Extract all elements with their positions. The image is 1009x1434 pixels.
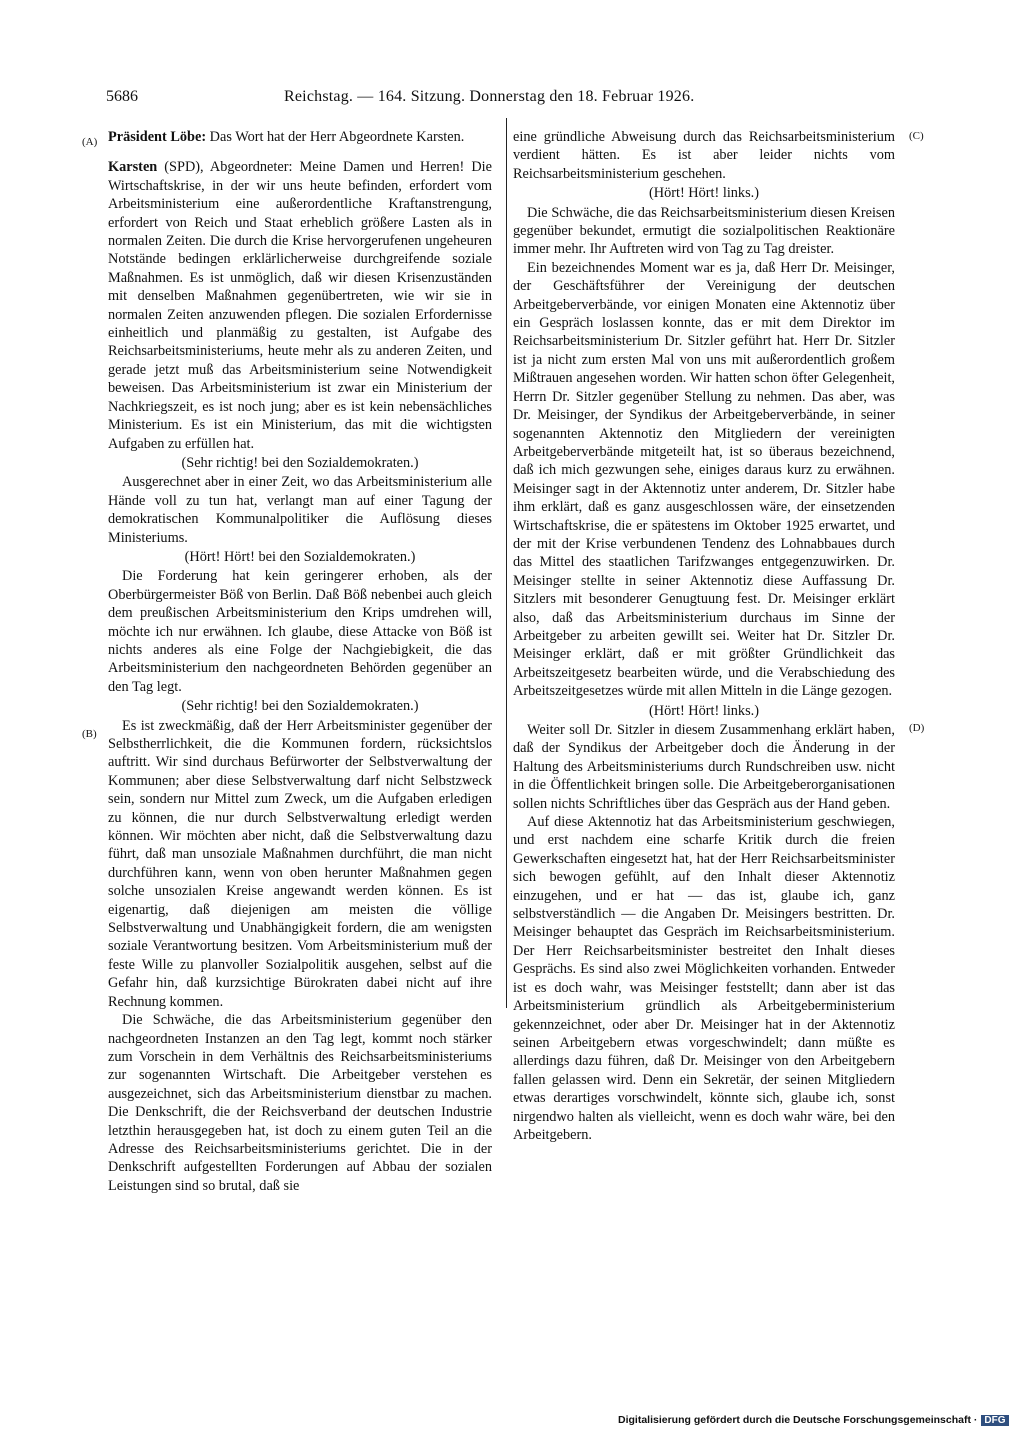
interjection: (Hört! Hört! links.) (649, 702, 759, 719)
interjection: (Sehr richtig! bei den Sozialdemokraten.) (181, 698, 419, 715)
paragraph: Ausgerechnet aber in einer Zeit, wo das Arbeitsministerium alle Hände voll zu tun hat, verlangt man auf einer Tagung der demokratischen Kommunalpolitiker die Auflösung dieses Ministeriums. (108, 474, 492, 546)
page-header (106, 88, 986, 112)
interjection: (Hört! Hört! links.) (649, 185, 759, 202)
paragraph: Weiter soll Dr. Sitzler in diesem Zusammenhang erklärt haben, daß der Syndikus der Arbeitgeber doch die Änderung in der Haltung des Arbeitsministeriums durch Rundschreiben usw. nicht in die Öffentlichkeit bringen solle. Die Arbeitgeberorganisationen sollen nichts Schriftliches über das Gespräch aus der Hand geben. (513, 722, 895, 812)
margin-marker-b: (B) (82, 728, 97, 740)
interjection: (Hört! Hört! bei den Sozialdemokraten.) (184, 548, 416, 565)
paragraph: Ein bezeichnendes Moment war es ja, daß Herr Dr. Meisinger, der Geschäftsführer der Vereinigung der deutschen Arbeitgeberverbände, vor einigen Monaten eine Aktennotiz über ein Gespräch loslassen konnte, das er mit dem Direktor im Reichsarbeitsministerium Dr. Sitzler geführt hat. Herr Dr. Sitzler ist ja nicht zum ersten Mal von uns mit außerordentlich großem Mißtrauen angesehen worden. Wir hatten schon öfter Gelegenheit, Herrn Dr. Sitzler gegenüber Stellung zu nehmen. Das aber, was Dr. Meisinger, der Syndikus der Arbeitgeberverbände, in seiner sogenannten Aktennotiz den Mitgliedern der vereinigten Arbeitgeberverbände mitgeteilt hat, ist so überaus bezeichnend, daß ich mich gezwungen sehe, einiges daraus kurz zu erwähnen. Meisinger sagt in der Aktennotiz unter anderem, Dr. Sitzler habe ihm erklärt, daß es ganz ausgeschlossen wäre, der einsetzenden Wirtschaftskrise, die er spätestens im Oktober 1925 erwartet, und der mit der Krise verbundenen Tendenz des Lohnabbaues durch das Mittel des staatlichen Tarifzwanges entgegenzuwirken. Dr. Meisinger stellte in seiner Aktennotiz diese Auffassung Dr. Sitzlers mit besonderer Genugtuung fest. Dr. Meisinger erklärt also, daß das Arbeitsministerium durchaus im Sinne der Arbeitgeber zu arbeiten gewillt sei. Weiter hat Dr. Sitzler Dr. Meisinger erklärt, daß er mit größter Gründlichkeit das Arbeitszeitgesetz bearbeiten würde, und die Verabschiedung des Arbeitszeitgesetzes würde mit allen Mitteln in die Länge gezogen. (513, 259, 895, 700)
paragraph: Die Schwäche, die das Arbeitsministerium gegenüber den nachgeordneten Instanzen an den Tag legt, kommt noch stärker zum Vorschein in dem Verhältnis des Reichsarbeitsministeriums zur sogenannten Wirtschaft. Die Arbeitgeber verstehen es ausgezeichnet, sich das Arbeitsministerium dienstbar zu machen. Die Denkschrift, die der Reichsverband der deutschen Industrie letzthin herausgegeben hat, ist doch zu einem guten Teil an die Adresse des Reichsarbeitsministeriums gerichtet. Die in der Denkschrift aufgestellten Forderungen auf Abbau der sozialen Leistungen sind so brutal, daß sie (108, 1012, 492, 1194)
speaker-name: Präsident Löbe: (108, 129, 207, 145)
paragraph: eine gründliche Abweisung durch das Reichsarbeitsministerium verdient hätten. Es ist aber leider nichts vom Reichsarbeitsministerium geschehen. (513, 129, 895, 182)
margin-marker-c: (C) (909, 130, 924, 142)
running-title: Reichstag. — 164. Sitzung. Donnerstag den 18. Februar 1926. (284, 88, 695, 105)
left-column (108, 128, 492, 1195)
paragraph: Die Forderung hat kein geringerer erhoben, als der Oberbürgermeister Böß von Berlin. Daß Böß nebenbei auch gleich dem preußischen Arbeitsministerium den Krips umdrehen will, möchte ich nur erwähnen. Ich glaube, diese Attacke von Böß ist nichts anderes als eine Folge der Nachgiebigkeit, die das Arbeitsministerium den nachgeordneten Behörden gegenüber an den Tag legt. (108, 568, 492, 695)
page-number: 5686 (106, 88, 138, 105)
speech-text: (SPD), Abgeordneter: Meine Damen und Herren! Die Wirtschaftskrise, in der wir uns heute befinden, erfordert vom Arbeitsministerium eine außerordentliche Kraftanstrengung, erfordert von Reich und Staat erheblich größere Lasten als in normalen Zeiten. Die durch die Krise hervorgerufenen ungeheuren Notstände bedingen erklärlicherweise durchgreifende soziale Maßnahmen. Es ist unmöglich, daß wir diesen Krisenzuständen mit denselben Maßnahmen gegenübertreten, wie wir sie in normalen Zeiten anzuwenden pflegen. Die sozialen Erfordernisse einheitlich und planmäßig zu gestalten, ist Aufgabe des Reichsarbeitsministeriums, heute mehr als zu anderen Zeiten, und gerade jetzt muß das Arbeitsministerium seine Notwendigkeit beweisen. Das Arbeitsministerium ist zwar ein Ministerium der Nachkriegszeit, es ist noch jung; aber es ist kein nebensächliches Ministerium. Es ist ein Ministerium, das mit die wichtigsten Aufgaben zu erfüllen hat. (108, 159, 492, 452)
paragraph: Die Schwäche, die das Reichsarbeitsministerium diesen Kreisen gegenüber bekundet, ermutigt die sozialpolitischen Reaktionäre immer mehr. Ihr Auftreten wird von Tag zu Tag dreister. (513, 204, 895, 258)
column-divider (506, 118, 507, 1008)
paragraph: Auf diese Aktennotiz hat das Arbeitsministerium geschwiegen, und erst nachdem eine scharfe Kritik durch die freien Gewerkschaften eingesetzt hat, hat der Herr Reichsarbeitsminister sich bewogen gefühlt, auf den Inhalt dieser Aktennotiz einzugehen, und er hat — das ist, glaube ich, ganz selbstverständlich — die Angaben Dr. Meisingers bestritten. Dr. Meisinger behauptet das Gespräch im Reichsarbeitsministerium. Der Herr Reichsarbeitsminister bestreitet den Inhalt dieses Gesprächs. Es sind also zwei Möglichkeiten vorhanden. Entweder ist es doch wahr, was Meisinger feststellt; dann aber ist das Arbeitsministerium gründlich als Arbeitgeberministerium gekennzeichnet, oder aber Dr. Meisinger hat in der Aktennotiz seinen Arbeitgebern etwas vorgeschwindelt; dann müßte es allerdings dazu führen, daß Dr. Meisinger von den Arbeitgebern fallen gelassen wird. Denn ein Sekretär, der seinen Mitgliedern etwas derartiges vorschwindelt, könnte sich, glaube ich, sonst nirgendwo halten als vielleicht, wenn es doch wahr wäre, bei den Arbeitgebern. (513, 814, 895, 1143)
paragraph: Es ist zweckmäßig, daß der Herr Arbeitsminister gegenüber der Selbstherrlichkeit, die die Kommunen fordern, rücksichtslos auftritt. Wir sind durchaus Befürworter der Selbstverwaltung der Kommunen; aber diese Selbstverwaltung darf nicht Selbstzweck sein, sondern nur Mittel zum Zweck, um die Aufgaben erledigen zu können, die nur durch Selbstverwaltung erledigt werden können. Wir möchten aber nicht, daß die Selbstverwaltung dazu führt, daß man unsoziale Maßnahmen durchführt, die man nicht durchführen kann, wenn von oben herunter Maßnahmen gegen solche unsozialen Kreise angewandt werden können. Es ist eigenartig, daß diejenigen am meisten die völlige Selbstverwaltung und Unabhängigkeit fordern, die am wenigsten soziale Verantwortung besitzen. Vom Arbeitsministerium muß der feste Wille zu planvoller Sozialpolitik ausgehen, selbst auf die Gefahr hin, daß kurzsichtige Bürokraten dabei nicht auf ihre Rechnung kommen. (108, 717, 492, 1010)
footer-credit (618, 1414, 1009, 1426)
footer-text: Digitalisierung gefördert durch die Deutsche Forschungsgemeinschaft · (618, 1414, 978, 1426)
margin-marker-d: (D) (909, 722, 925, 734)
right-column (513, 128, 895, 1144)
margin-marker-a: (A) (82, 136, 98, 148)
paragraph (108, 128, 492, 146)
speaker-name: Karsten (108, 159, 158, 176)
dfg-logo: DFG (981, 1415, 1008, 1426)
paragraph (108, 158, 492, 453)
speech-text: Das Wort hat der Herr Abgeordnete Karsten. (206, 129, 465, 145)
interjection: (Sehr richtig! bei den Sozialdemokraten.) (181, 454, 419, 471)
